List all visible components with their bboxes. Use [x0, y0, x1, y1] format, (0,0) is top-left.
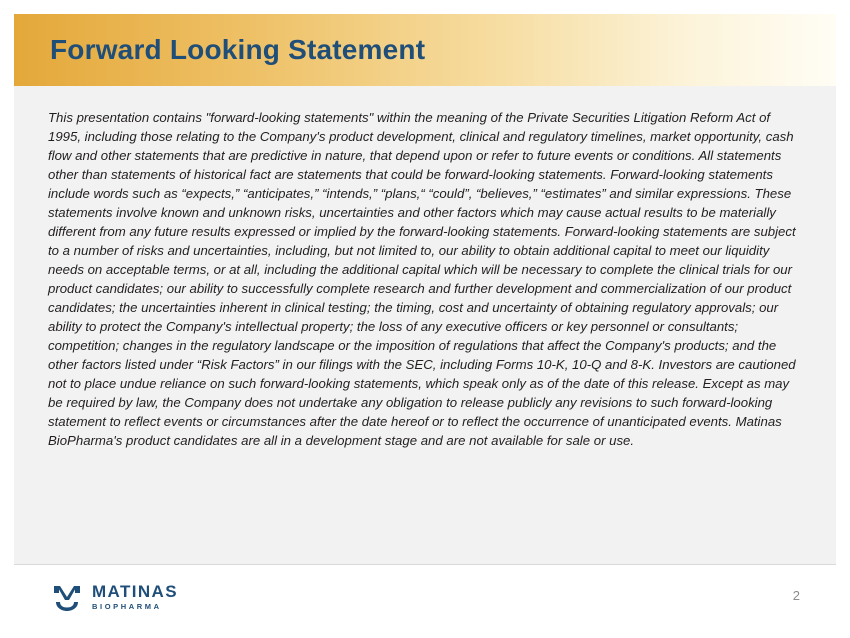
- slide-header: [14, 14, 836, 86]
- logo-wordmark: [92, 583, 178, 611]
- slide-body: [14, 86, 836, 564]
- company-logo: [50, 580, 178, 614]
- footer-divider: [14, 564, 836, 565]
- matinas-logo-icon: [50, 580, 84, 614]
- forward-looking-disclaimer-text: This presentation contains "forward-looking statements" within the meaning of the Private Securities Litigation Reform Act of 1995, including those relating to the Company's product development, clinical and regulatory timelines, market opportunity, cash flow and other statements that are predictive in nature, that depend upon or refer to future events or conditions. All statements other than statements of historical fact are statements that could be forward-looking statements. Forward-looking statements include words such as “expects,” “anticipates,” “intends,” “plans,“ “could”, “believes,” “estimates” and similar expressions. These statements involve known and unknown risks, uncertainties and other factors which may cause actual results to be materially different from any future results expressed or implied by the forward-looking statements. Forward-looking statements are subject to a number of risks and uncertainties, including, but not limited to, our ability to obtain additional capital to meet our liquidity needs on acceptable terms, or at all, including the additional capital which will be necessary to complete the clinical trials for our product candidates; our ability to successfully complete research and further development and commercialization of our product candidates; the uncertainties inherent in clinical testing; the timing, cost and uncertainty of obtaining regulatory approvals; our ability to protect the Company's intellectual property; the loss of any executive officers or key personnel or consultants; competition; changes in the regulatory landscape or the imposition of regulations that affect the Company's products; and the other factors listed under “Risk Factors” in our filings with the SEC, including Forms 10-K, 10-Q and 8-K. Investors are cautioned not to place undue reliance on such forward-looking statements, which speak only as of the date of this release. Except as may be required by law, the Company does not undertake any obligation to release publicly any revisions to such forward-looking statement to reflect events or circumstances after the date hereof or to reflect the occurrence of unanticipated events. Matinas BioPharma's product candidates are all in a development stage and are not available for sale or use.: [48, 110, 796, 448]
- page-title: Forward Looking Statement: [50, 34, 426, 65]
- logo-company-name: MATINAS: [92, 582, 178, 602]
- page-number: 2: [792, 588, 800, 603]
- slide-footer: [14, 564, 836, 624]
- logo-company-subtitle: BIOPHARMA: [92, 602, 162, 612]
